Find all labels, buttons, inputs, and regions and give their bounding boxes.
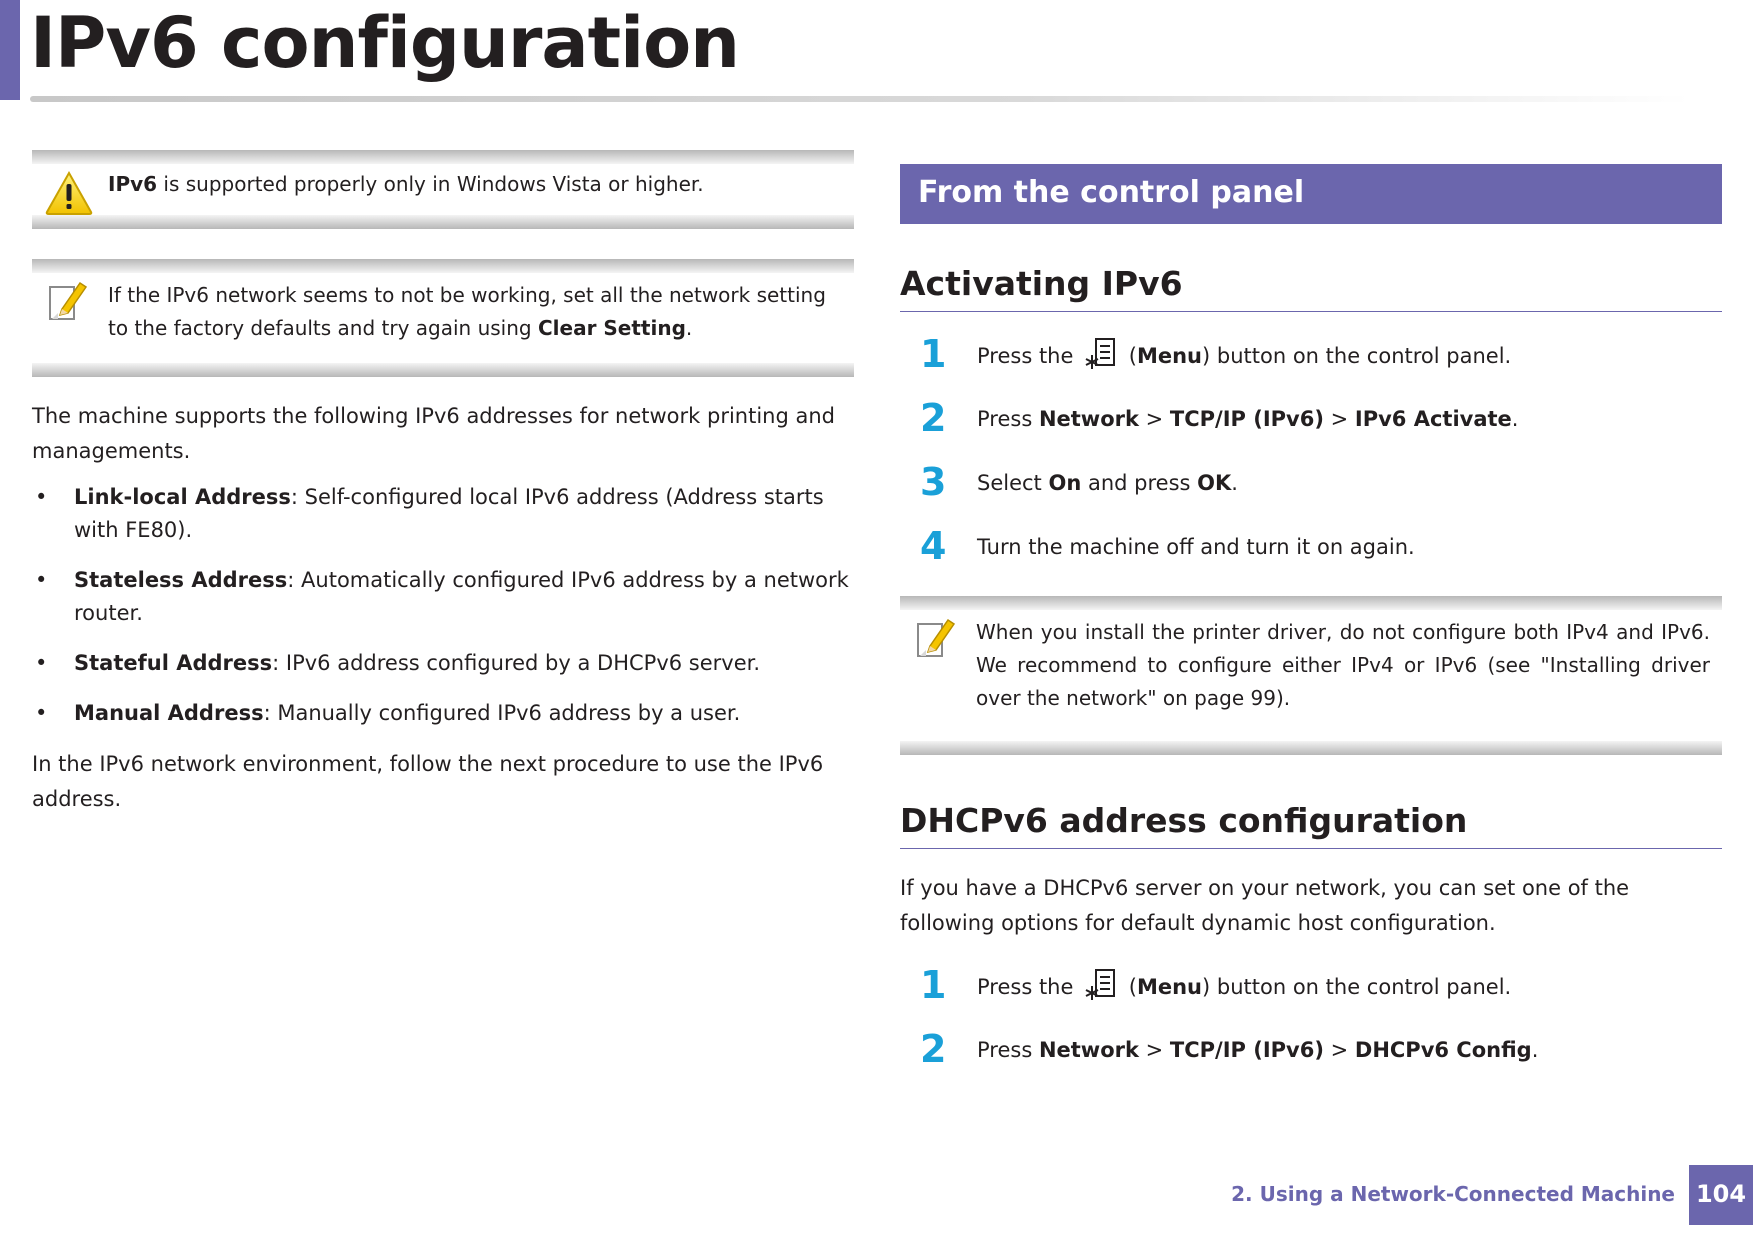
step-item: 1 Press the (Menu) button on the control panel.: [900, 961, 1722, 1025]
note-pencil-icon: [912, 616, 958, 672]
right-column: [900, 164, 1722, 1089]
dhcp-heading: DHCPv6 address configuration: [900, 801, 1722, 849]
step-item: 2 Press Network > TCP/IP (IPv6) > IPv6 Activate.: [920, 396, 1519, 440]
driver-note-box: [900, 596, 1722, 755]
page-title: IPv6 configuration: [30, 2, 740, 84]
driver-note-text: When you install the printer driver, do not configure both IPv4 and IPv6. We recommend to configure either IPv4 or IPv6 (see "Installing driver over the network" on page 99).: [976, 620, 1710, 710]
list-item: • Manual Address: Manually configured IPv6 address by a user.: [35, 701, 741, 725]
note-pencil-icon: [44, 279, 90, 335]
dhcp-steps: [900, 961, 1722, 1089]
step-item: 1 Press the (Menu) button on the control panel.: [900, 330, 1722, 394]
menu-icon: [1084, 337, 1118, 382]
address-type-list: [32, 481, 854, 730]
step-item: 2 Press Network > TCP/IP (IPv6) > DHCPv6 Config.: [920, 1027, 1539, 1071]
list-item: • Stateful Address: IPv6 address configured by a DHCPv6 server.: [35, 651, 761, 675]
page-number-badge: 104: [1689, 1165, 1753, 1225]
warning-icon: [44, 170, 94, 226]
list-item: • Link-local Address: Self-configured local IPv6 address (Address starts with FE80).: [35, 485, 824, 542]
activating-steps: [900, 330, 1722, 586]
step-item: 3 Select On and press OK.: [920, 460, 1238, 504]
note-text: If the IPv6 network seems to not be working, set all the network setting to the factory defaults and try again using Clear Setting.: [108, 283, 826, 340]
footer-chapter: 2. Using a Network-Connected Machine: [1231, 1182, 1675, 1206]
note-box: [32, 259, 854, 377]
warning-text: IPv6 is supported properly only in Windows Vista or higher.: [108, 172, 704, 196]
title-accent-bar: [0, 0, 20, 100]
list-item: • Stateless Address: Automatically configured IPv6 address by a network router.: [35, 568, 849, 625]
dhcp-intro: If you have a DHCPv6 server on your network, you can set one of the following options for default dynamic host configuration.: [900, 876, 1630, 935]
outro-paragraph: In the IPv6 network environment, follow the next procedure to use the IPv6 address.: [32, 752, 824, 811]
menu-icon: [1084, 968, 1118, 1013]
warning-box: [32, 150, 854, 229]
intro-paragraph: The machine supports the following IPv6 addresses for network printing and managements.: [32, 404, 835, 463]
step-item: 4 Turn the machine off and turn it on again.: [920, 524, 1415, 568]
section-banner: From the control panel: [900, 164, 1722, 224]
left-column: [32, 150, 854, 817]
title-rule: [30, 96, 1690, 102]
activating-heading: Activating IPv6: [900, 264, 1722, 312]
